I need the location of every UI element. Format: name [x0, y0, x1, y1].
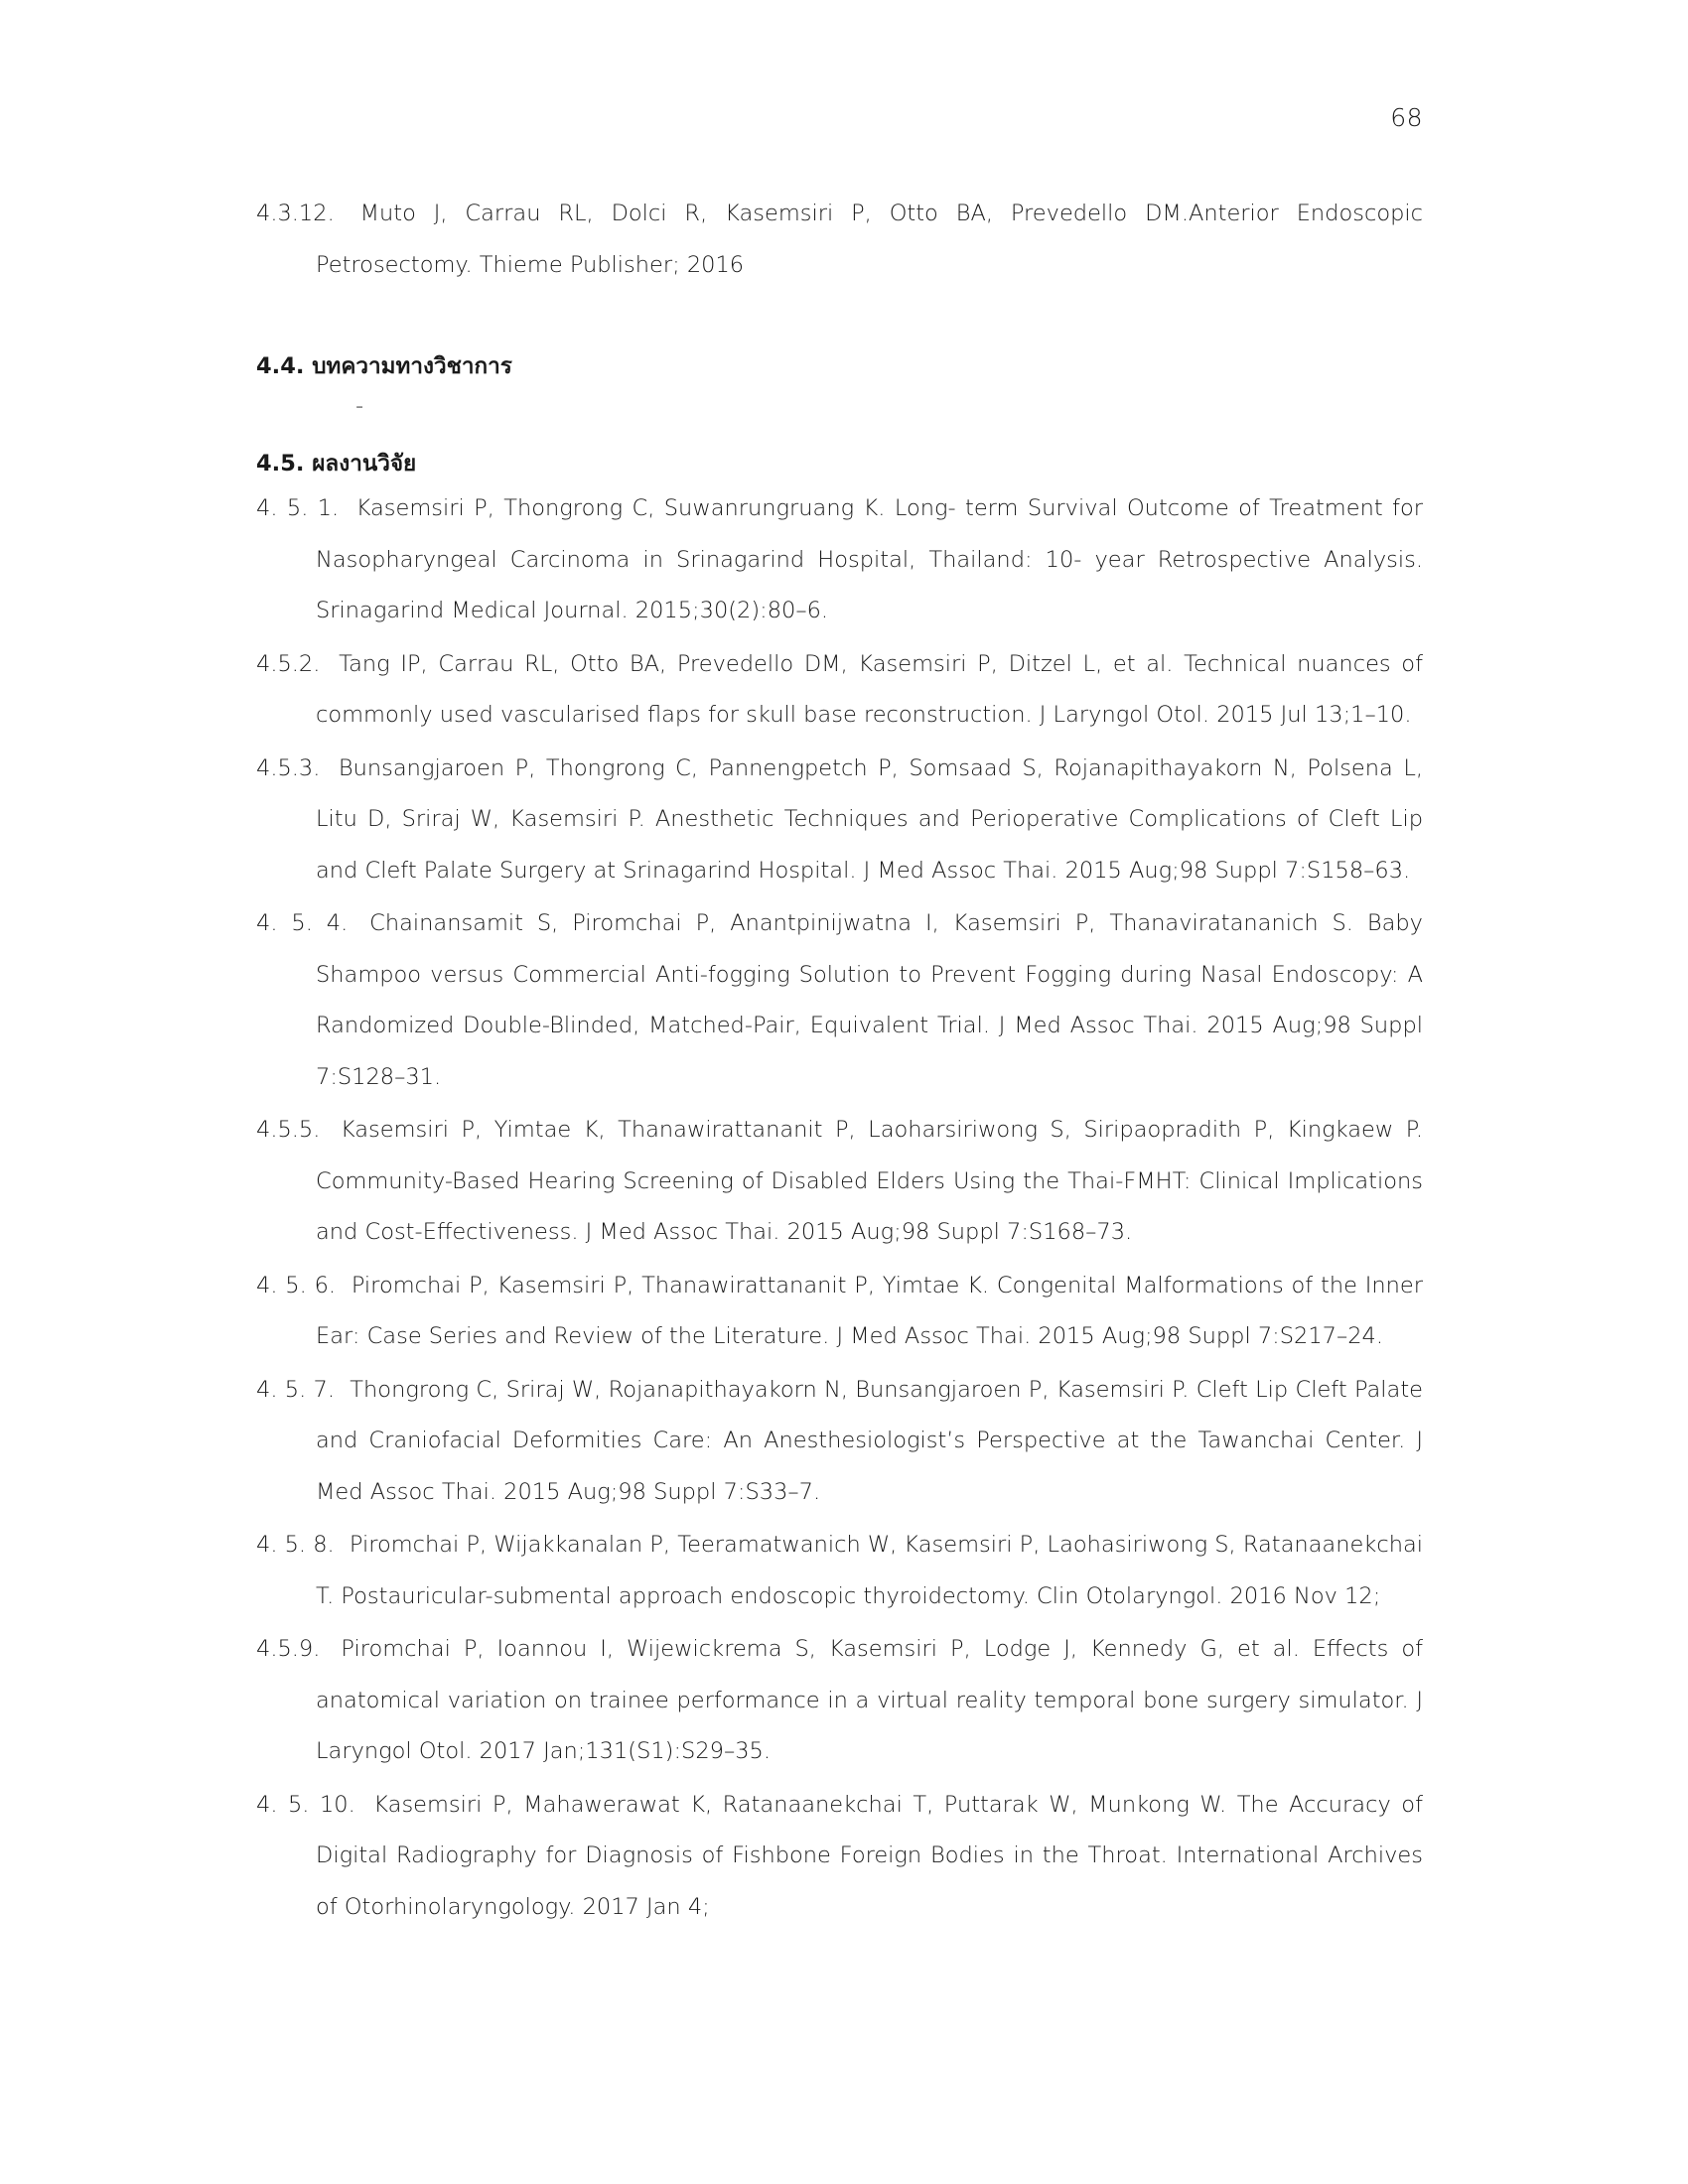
reference-number: 4.5.2. — [256, 650, 321, 677]
reference-text: Thongrong C, Sriraj W, Rojanapithayakorn N, Bunsangjaroen P, Kasemsiri P. Cleft Lip Cleft Palate and Craniofacial Deformities Care: An Anesthesiologist’s Perspective at the Tawanchai Center. J Med Assoc Thai. 2015 Aug;98 Suppl 7:S33–7. — [316, 1376, 1423, 1505]
reference-entry — [256, 1105, 1423, 1259]
reference-number: 4.3.12. — [256, 201, 335, 226]
reference-number: 4. 5. 7. — [256, 1376, 335, 1403]
reference-text: Kasemsiri P, Yimtae K, Thanawirattananit P, Laoharsiriwong S, Siripaopradith P, Kingkaew P. Community-Based Hearing Screening of Disabled Elders Using the Thai-FMHT: Clinical Implications and Cost-Effectiveness. J Med Assoc Thai. 2015 Aug;98 Suppl 7:S168–73. — [316, 1117, 1423, 1245]
reference-entry — [256, 1780, 1423, 1934]
reference-number: 4. 5. 8. — [256, 1532, 335, 1558]
reference-text: Piromchai P, Kasemsiri P, Thanawirattananit P, Yimtae K. Congenital Malformations of the Inner Ear: Case Series and Review of the Literature. J Med Assoc Thai. 2015 Aug;98 Suppl 7:S217–24. — [316, 1272, 1423, 1349]
research-list — [256, 483, 1423, 1933]
reference-number: 4. 5. 1. — [256, 495, 340, 521]
page-number: 68 — [1390, 103, 1423, 132]
reference-number: 4.5.5. — [256, 1117, 321, 1143]
reference-entry — [256, 1261, 1423, 1363]
reference-text: Tang IP, Carrau RL, Otto BA, Prevedello DM, Kasemsiri P, Ditzel L, et al. Technical nuances of commonly used vascularised flaps for skull base reconstruction. J Laryngol Otol. 2015 Jul 13;1–10. — [316, 650, 1423, 728]
reference-number: 4. 5. 6. — [256, 1272, 337, 1298]
reference-entry — [256, 639, 1423, 742]
reference-text: Kasemsiri P, Thongrong C, Suwanrungruang K. Long- term Survival Outcome of Treatment for Nasopharyngeal Carcinoma in Srinagarind Hospital, Thailand: 10- year Retrospective Analysis. Srinagarind Medical Journal. 2015;30(2):80–6. — [316, 495, 1423, 623]
reference-number: 4. 5. 10. — [256, 1791, 355, 1818]
reference-entry — [256, 1624, 1423, 1778]
reference-entry — [256, 744, 1423, 897]
reference-text: Piromchai P, Ioannou I, Wijewickrema S, Kasemsiri P, Lodge J, Kennedy G, et al. Effects of anatomical variation on trainee performance in a virtual reality temporal bone surgery simulator. J Laryngol Otol. 2017 Jan;131(S1):S29–35. — [316, 1636, 1424, 1764]
reference-text: Kasemsiri P, Mahawerawat K, Ratanaanekchai T, Puttarak W, Munkong W. The Accuracy of Digital Radiography for Diagnosis of Fishbone Foreign Bodies in the Throat. International Archives of Otorhinolaryngology. 2017 Jan 4; — [316, 1791, 1423, 1920]
reference-entry — [256, 483, 1423, 637]
reference-number: 4. 5. 4. — [256, 910, 349, 936]
section-heading-4-4: 4.4. บทความทางวิชาการ — [256, 353, 512, 379]
reference-text: Bunsangjaroen P, Thongrong C, Pannengpetch P, Somsaad S, Rojanapithayakorn N, Polsena L, Litu D, Sriraj W, Kasemsiri P. Anesthetic Techniques and Perioperative Complications of Cleft Lip and Cleft Palate Surgery at Srinagarind Hospital. J Med Assoc Thai. 2015 Aug;98 Suppl 7:S158–63. — [316, 754, 1424, 884]
reference-entry — [256, 1365, 1423, 1519]
reference-number: 4.5.9. — [256, 1636, 321, 1662]
reference-text: Piromchai P, Wijakkanalan P, Teeramatwanich W, Kasemsiri P, Laohasiriwong S, Ratanaanekchai T. Postauricular-submental approach endoscopic thyroidectomy. Clin Otolaryngol. 2016 Nov 12; — [316, 1532, 1423, 1609]
section-4-4-empty-marker: - — [355, 393, 364, 419]
reference-entry — [256, 1520, 1423, 1622]
section-heading-4-5: 4.5. ผลงานวิจัย — [256, 451, 417, 477]
reference-number: 4.5.3. — [256, 754, 321, 781]
reference-entry-4-3-12 — [256, 189, 1423, 291]
reference-entry — [256, 898, 1423, 1103]
reference-text: Muto J, Carrau RL, Dolci R, Kasemsiri P, Otto BA, Prevedello DM.Anterior Endoscopic Petrosectomy. Thieme Publisher; 2016 — [316, 201, 1423, 278]
document-content — [256, 189, 1423, 1935]
reference-text: Chainansamit S, Piromchai P, Anantpinijwatna I, Kasemsiri P, Thanaviratananich S. Baby Shampoo versus Commercial Anti-fogging Solution to Prevent Fogging during Nasal Endoscopy: A Randomized Double-Blinded, Matched-Pair, Equivalent Trial. J Med Assoc Thai. 2015 Aug;98 Suppl 7:S128–31. — [316, 910, 1423, 1090]
